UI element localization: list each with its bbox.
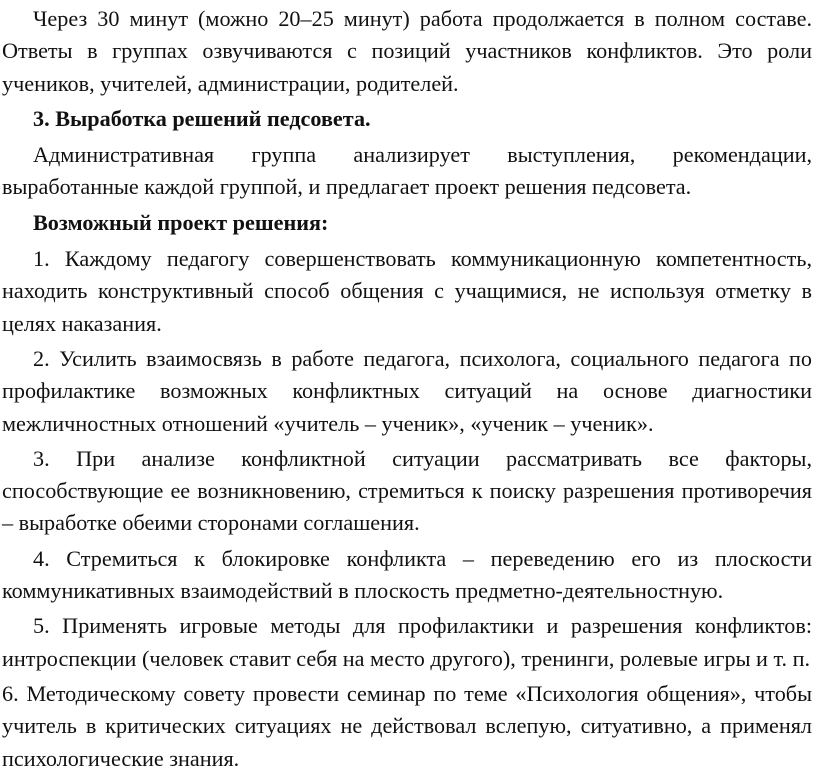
decision-item-3: 3. При анализе конфликтной ситуации рассматривать все факторы, способствующие ее возникновению, стремиться к поиску разрешения противоречия – выработке обеими сторонами соглашения. — [2, 445, 812, 536]
project-heading: Возможный проект решения: — [33, 209, 329, 235]
paragraph-intro: Через 30 минут (можно 20–25 минут) работа продолжается в полном составе. Ответы в группах озвучиваются с позиций участников конфликтов. Это роли учеников, учителей, администрации, родителей. — [2, 6, 812, 96]
decision-item-4: 4. Стремиться к блокировке конфликта – переведению его из плоскости коммуникативных взаимодействий в плоскость предметно-деятельностную. — [2, 545, 812, 604]
paragraph-admin-group: Административная группа анализирует выступления, рекомендации, выработанные каждой группой, и предлагает проект решения педсовета. — [2, 142, 812, 200]
decision-item-6: 6. Методическому совету провести семинар по теме «Психология общения», чтобы учитель в критических ситуациях не действовал вслепую, ситуативно, а применял психологические знания. — [2, 680, 812, 771]
decision-item-1: 1. Каждому педагогу совершенствовать коммуникационную компетентность, находить конструктивный способ общения с учащимися, не используя отметку в целях наказания. — [2, 246, 812, 336]
decision-item-5: 5. Применять игровые методы для профилактики и разрешения конфликтов: интроспекции (человек ставит себя на место другого), тренинги, ролевые игры и т. п. — [2, 613, 812, 671]
section-heading: 3. Выработка решений педсовета. — [33, 105, 371, 131]
decision-item-2: 2. Усилить взаимосвязь в работе педагога, психолога, социального педагога по профилактике возможных конфликтных ситуаций на основе диагностики межличностных отношений «учитель – ученик», «ученик – ученик». — [2, 345, 812, 436]
